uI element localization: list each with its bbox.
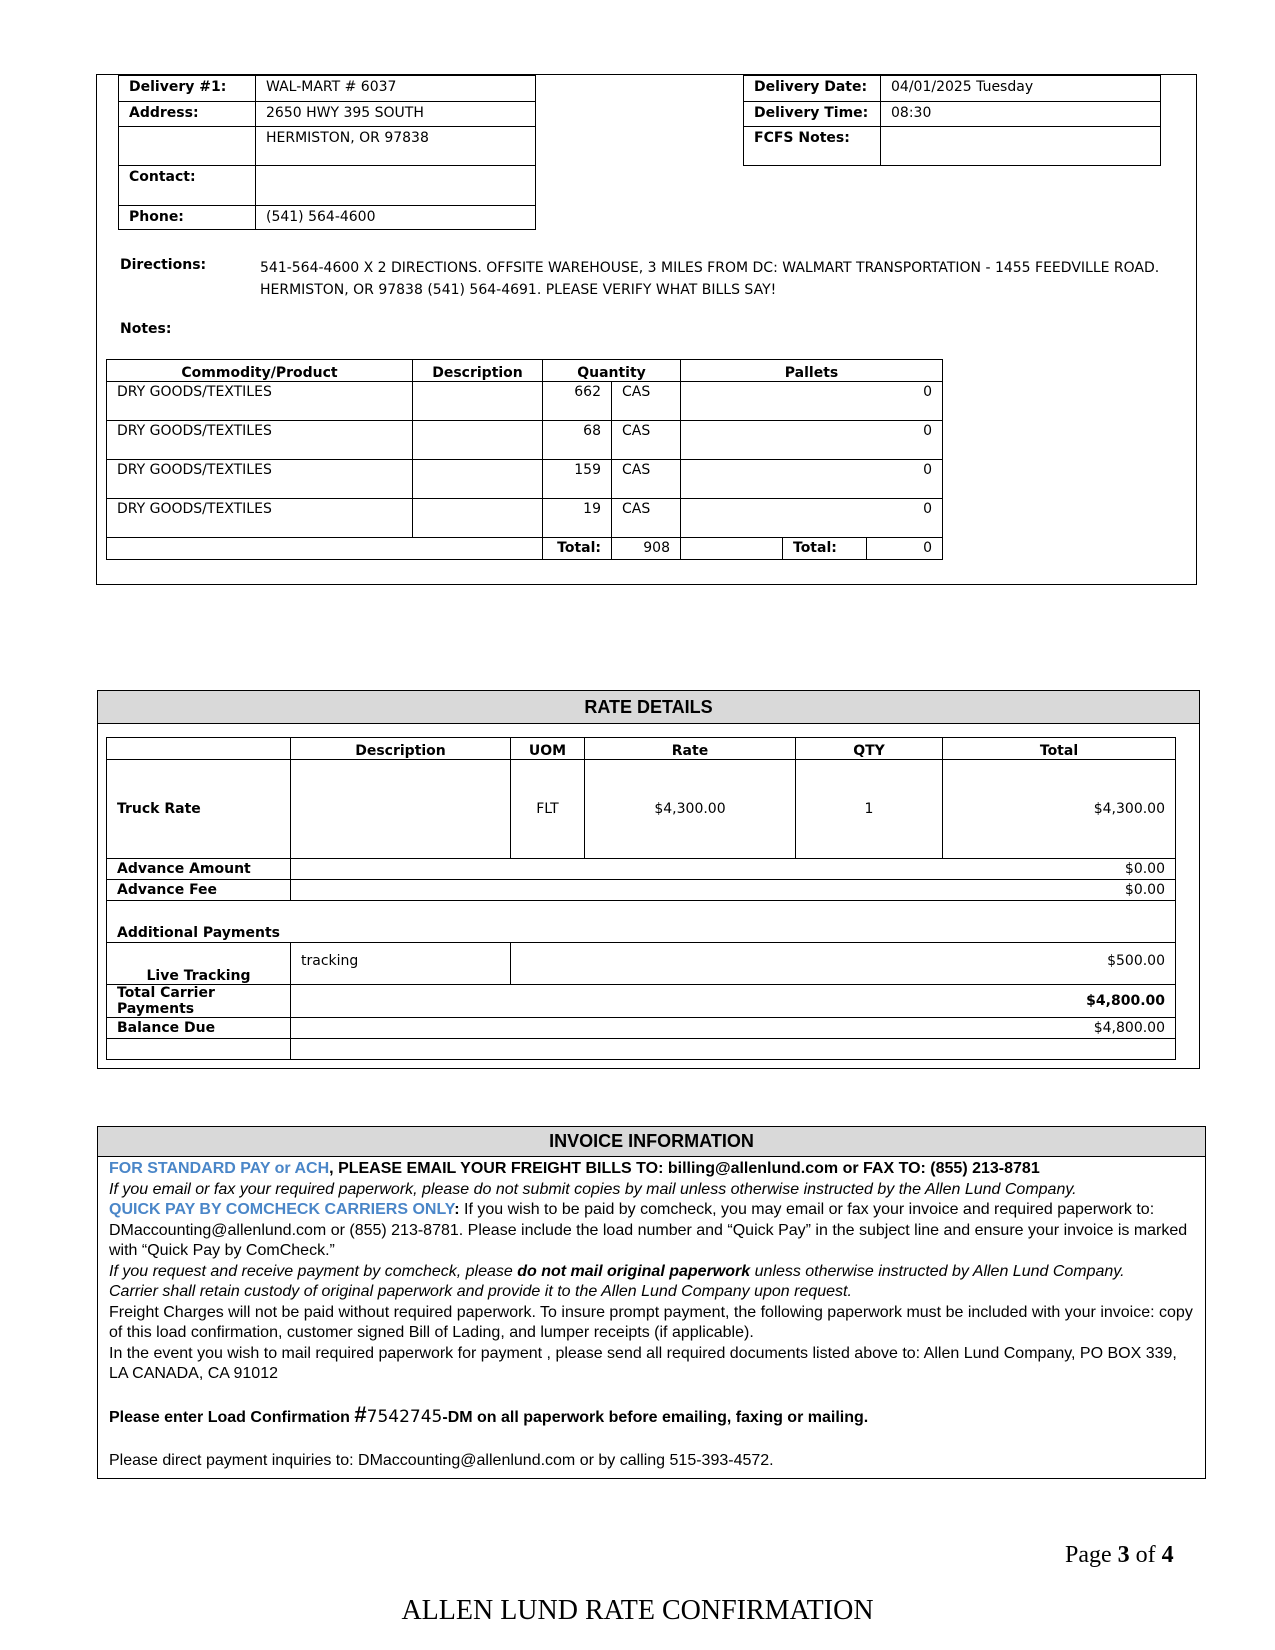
pallets-total-label: Total: [783, 538, 867, 560]
delivery-label: Delivery #1: [119, 76, 256, 102]
invoice-body [109, 1159, 1199, 1385]
description-header: Description [413, 360, 543, 382]
document-footer-title: ALLEN LUND RATE CONFIRMATION [401, 1595, 874, 1626]
truck-rate-rate: $4,300.00 [585, 760, 796, 859]
advance-amount-value: $0.00 [291, 859, 1176, 880]
page-prefix: Page [1065, 1542, 1118, 1568]
balance-due-value: $4,800.00 [291, 1018, 1176, 1039]
payment-inquiries: Please direct payment inquiries to: DMaccounting@allenlund.com or by calling 515-393-4572. [109, 1452, 774, 1469]
product-cell: DRY GOODS/TEXTILES [107, 499, 413, 538]
totals-blank [107, 538, 543, 560]
directions-line2: HERMISTON, OR 97838 (541) 564-4691. PLEASE VERIFY WHAT BILLS SAY! [260, 282, 777, 298]
balance-due-label: Balance Due [107, 1018, 291, 1039]
mail-paragraph: In the event you wish to mail required paperwork for payment , please send all required documents listed above to: Allen Lund Company, PO BOX 339, LA CANADA, CA 91012 [109, 1344, 1177, 1382]
advance-fee-label: Advance Fee [107, 880, 291, 901]
standard-pay-label: FOR STANDARD PAY or ACH [109, 1160, 330, 1177]
directions-label: Directions: [120, 257, 207, 273]
rate-empty-cell [291, 1039, 1176, 1060]
load-pre: Please enter Load Confirmation [109, 1409, 355, 1426]
additional-payments-row [107, 901, 1176, 943]
unit-cell: CAS [612, 460, 681, 499]
quick-pay-paragraph [109, 1200, 1199, 1262]
delivery-info-table [118, 75, 536, 230]
advance-fee-value: $0.00 [291, 880, 1176, 901]
table-row [107, 499, 943, 538]
product-cell: DRY GOODS/TEXTILES [107, 382, 413, 421]
truck-rate-row [107, 760, 1176, 859]
pallets-total-value: 0 [867, 538, 943, 560]
qty-cell: 662 [543, 382, 612, 421]
truck-rate-label: Truck Rate [107, 760, 291, 859]
description-cell [413, 421, 543, 460]
page-number [1065, 1542, 1174, 1569]
delivery-time-value: 08:30 [881, 102, 1161, 127]
load-number: 7542745 [366, 1407, 443, 1427]
contact-value [256, 166, 536, 206]
quick-pay-colon: : [454, 1201, 460, 1218]
total-carrier-row [107, 985, 1176, 1018]
unit-cell: CAS [612, 382, 681, 421]
email-fax-note: If you email or fax your required paperwork, please do not submit copies by mail unless otherwise instructed by the Allen Lund Company. [109, 1180, 1077, 1198]
freight-charges-paragraph: Freight Charges will not be paid without required paperwork. To insure prompt payment, the following paperwork must be included with your invoice: copy of this load confirmation, customer signed Bill of Lading, and lumper receipts (if applicable). [109, 1303, 1193, 1341]
truck-rate-description [291, 760, 511, 859]
quick-pay-label: QUICK PAY BY COMCHECK CARRIERS ONLY [109, 1201, 455, 1218]
custody-note: Carrier shall retain custody of original paperwork and provide it to the Allen Lund Company upon request. [109, 1283, 852, 1300]
comcheck-note-a: If you request and receive payment by comcheck, please [109, 1262, 518, 1280]
rate-total-header: Total [943, 738, 1176, 760]
rate-rate-header: Rate [585, 738, 796, 760]
live-tracking-amount: $500.00 [511, 943, 1176, 985]
additional-payments-label: Additional Payments [107, 901, 1176, 943]
table-row [107, 460, 943, 499]
directions-line1: 541-564-4600 X 2 DIRECTIONS. OFFSITE WAREHOUSE, 3 MILES FROM DC: WALMART TRANSPORTATION - 1455 FEEDVILLE ROAD. [260, 260, 1160, 276]
totals-gap [681, 538, 783, 560]
table-row [107, 382, 943, 421]
total-carrier-value: $4,800.00 [291, 985, 1176, 1018]
truck-rate-total: $4,300.00 [943, 760, 1176, 859]
unit-cell: CAS [612, 421, 681, 460]
load-confirmation-line [109, 1402, 1199, 1429]
delivery-date-label: Delivery Date: [744, 76, 881, 102]
product-cell: DRY GOODS/TEXTILES [107, 460, 413, 499]
quantity-header: Quantity [543, 360, 681, 382]
rate-qty-header: QTY [796, 738, 943, 760]
live-tracking-description: tracking [291, 943, 511, 985]
qty-cell: 68 [543, 421, 612, 460]
qty-cell: 159 [543, 460, 612, 499]
delivery-value: WAL-MART # 6037 [256, 76, 536, 102]
comcheck-note [109, 1262, 1199, 1283]
page-total: 4 [1161, 1542, 1174, 1568]
table-row [107, 421, 943, 460]
pallets-cell: 0 [681, 382, 943, 421]
address-line1: 2650 HWY 395 SOUTH [256, 102, 536, 127]
delivery-time-table [743, 75, 1161, 166]
description-cell [413, 499, 543, 538]
advance-amount-label: Advance Amount [107, 859, 291, 880]
rate-empty-row [107, 1039, 1176, 1060]
description-cell [413, 382, 543, 421]
advance-fee-row [107, 880, 1176, 901]
truck-rate-qty: 1 [796, 760, 943, 859]
quick-pay-text: If you wish to be paid by comcheck, you may email or fax your invoice and required paperwork to: DMaccounting@allenlund.com or (855) 213-8781. Please include the load number and “Quick Pay” in the subject line and ensure your invoice is marked with “Quick Pay by ComCheck.” [109, 1201, 1188, 1259]
rate-details-title: RATE DETAILS [98, 691, 1199, 724]
commodity-table [106, 359, 943, 560]
page-current: 3 [1117, 1542, 1130, 1568]
advance-amount-row [107, 859, 1176, 880]
live-tracking-row [107, 943, 1176, 985]
qty-total-value: 908 [612, 538, 681, 560]
delivery-time-label: Delivery Time: [744, 102, 881, 127]
directions-text [260, 257, 1160, 301]
rate-table [106, 737, 1176, 1060]
rate-description-header: Description [291, 738, 511, 760]
totals-row [107, 538, 943, 560]
address-label: Address: [119, 102, 256, 127]
balance-due-row [107, 1018, 1176, 1039]
unit-cell: CAS [612, 499, 681, 538]
load-post: -DM on all paperwork before emailing, faxing or mailing. [442, 1409, 869, 1426]
pallets-cell: 0 [681, 421, 943, 460]
rate-empty-cell [107, 1039, 291, 1060]
invoice-title: INVOICE INFORMATION [98, 1127, 1205, 1157]
phone-value: (541) 564-4600 [256, 206, 536, 230]
pallets-cell: 0 [681, 460, 943, 499]
address-line2: HERMISTON, OR 97838 [256, 127, 536, 166]
rate-uom-header: UOM [511, 738, 585, 760]
standard-pay-email: , PLEASE EMAIL YOUR FREIGHT BILLS TO: billing@allenlund.com or FAX TO: (855) 213-8781 [329, 1160, 1040, 1177]
contact-label: Contact: [119, 166, 256, 206]
fcfs-notes-label: FCFS Notes: [744, 127, 881, 166]
pallets-header: Pallets [681, 360, 943, 382]
qty-total-label: Total: [543, 538, 612, 560]
comcheck-note-c: unless otherwise instructed by Allen Lund Company. [750, 1262, 1125, 1280]
product-cell: DRY GOODS/TEXTILES [107, 421, 413, 460]
commodity-header: Commodity/Product [107, 360, 413, 382]
truck-rate-uom: FLT [511, 760, 585, 859]
pallets-cell: 0 [681, 499, 943, 538]
standard-pay-line [109, 1159, 1199, 1180]
live-tracking-label: Live Tracking [107, 943, 291, 985]
qty-cell: 19 [543, 499, 612, 538]
page-of: of [1129, 1542, 1162, 1568]
load-hash: # [354, 1402, 367, 1427]
comcheck-note-b: do not mail original paperwork [517, 1262, 751, 1280]
rate-blank-header [107, 738, 291, 760]
delivery-date-value: 04/01/2025 Tuesday [881, 76, 1161, 102]
total-carrier-label: Total Carrier Payments [107, 985, 291, 1018]
notes-label: Notes: [120, 321, 172, 337]
address-blank [119, 127, 256, 166]
fcfs-notes-value [881, 127, 1161, 166]
phone-label: Phone: [119, 206, 256, 230]
description-cell [413, 460, 543, 499]
